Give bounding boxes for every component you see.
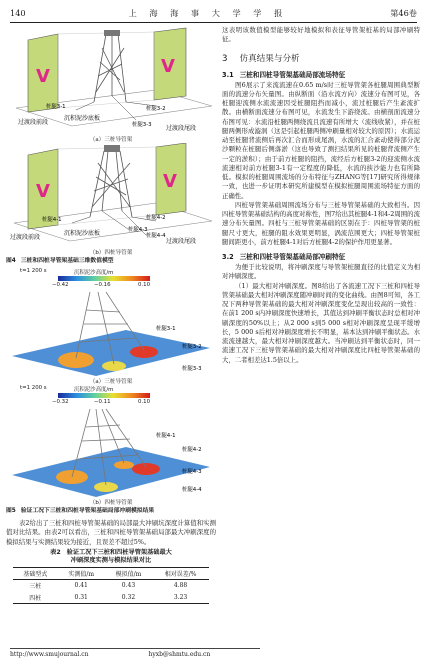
fig5b-label-3: 桩腿4-4 (182, 487, 202, 493)
table-cell: 0.43 (121, 582, 136, 590)
svg-text:V: V (161, 56, 175, 77)
fig5b-tick-2: 0.10 (138, 399, 151, 405)
fig5b-scour-image (6, 407, 216, 497)
fig5-caption-number: 图5 (6, 508, 16, 514)
table-header-cell: 模拟值/m (115, 570, 142, 578)
section-3-2-heading (222, 251, 420, 261)
paragraph-3-1-b: 四桩导管架基础周围流场分布与三桩导管架基础的大致相当。因四桩导管架基础结构的高度对称性，图7给出其桩腿4-1和4-2周围的流速分布矢量图。四桩与三桩导管架基础的区别在于：四桩导管架的桩腿尺寸更大，桩腿的阻水效果更明显，涡流范围更大；四桩导管架桩腿间距更小，前方桩腿4-1对后方桩腿4-2的保护作用更显著。 (222, 200, 420, 246)
fig5a-label-2: 桩腿3-3 (182, 366, 202, 372)
section-3-1-title: 三桩和四桩导管架基础局部流场特征 (239, 70, 346, 79)
table-header-cell: 实测值/m (68, 570, 95, 578)
fig5b-label-1: 桩腿4-2 (182, 447, 202, 453)
section-3-2-title: 三桩和四桩导管架基础局部冲刷特征 (239, 253, 346, 261)
fig5b-sublabel: （b）四桩导管架 (89, 500, 133, 506)
section-3-heading (222, 52, 420, 64)
section-3-title: 仿真结果与分析 (239, 53, 300, 64)
figure-4 (6, 26, 216, 265)
fig5-caption-text: 验证工况下三桩和四桩导管架基础局部冲刷模拟结果 (20, 508, 155, 514)
table2-title-line1: 验证工况下三桩和四桩导管架基础最大 (66, 548, 172, 556)
fig5a-colorbar (58, 276, 150, 281)
footer-rule (10, 648, 260, 649)
intro-paragraph: 这表明该数值模型能够较好地模拟和表征导管架桩基的局部冲刷特征。 (222, 26, 420, 44)
fig4a-label-4: 沉积泥沙底板 (64, 115, 101, 122)
page-header (10, 6, 417, 20)
fig4b-sublabel: （b）四桩导管架 (89, 250, 133, 256)
fig5b-label-2: 桩腿4-3 (182, 469, 202, 475)
table-cell: 四桩 (29, 594, 42, 602)
fig5a-label-1: 桩腿3-2 (182, 344, 202, 350)
table-header-cell: 基础型式 (23, 570, 48, 578)
fig4b-label-5: 沉积泥沙底板 (64, 230, 101, 237)
footer-email[interactable]: hyxb@shmtu.edu.cn (148, 651, 211, 658)
paragraph-3-2-b: （1）最大相对冲刷深度。图8给出了各流速工况下三桩和四桩导管架基础最大相对冲刷深度随冲刷时间的变化曲线。由图8可知，各工况下两种导管架基础的最大相对冲刷深度变化呈现出较高的一致性：在前1 200 s内冲刷深度快速增长，其值达到冲刷平衡状态时总相对冲刷深度的50%以上；从2 000 s到5 000 s相对冲刷深度呈现平缓增长，5 000 s后相对冲刷深度增长不明显，基本达到冲刷平衡状态。水流流速越大，最大相对冲刷深度越大。当冲刷达到平衡状态时，同一流速工况下三桩导管架基础的最大相对冲刷深度比四桩导管架基础的大，二者相差达1.5倍以上。 (222, 281, 420, 364)
right-column (222, 26, 420, 641)
section-3-1-heading (222, 69, 420, 79)
section-3-number: 3 (222, 53, 228, 64)
fig5a-panel (6, 268, 216, 376)
fig4-caption (6, 258, 216, 265)
table-cell: 0.41 (74, 582, 88, 590)
fig4b-model-image (6, 143, 216, 247)
table2-number: 表2 (50, 548, 61, 556)
fig5a-sublabel: （a）三桩导管架 (89, 379, 133, 385)
left-column (6, 26, 216, 641)
fig5a-label-0: 桩腿3-1 (156, 326, 176, 332)
fig4a-label-2: 桩腿3-3 (132, 122, 152, 128)
table-header-cell: 相对误差/% (164, 570, 197, 578)
table2-title-line2: 冲刷深度实测与模拟结果对比 (70, 556, 152, 564)
fig4b-label-1: 桩腿4-2 (146, 215, 166, 221)
header-rule (10, 22, 417, 23)
fig4b-label-3: 桩腿4-4 (146, 233, 166, 239)
fig4a-model-image (6, 26, 216, 134)
fig4a-label-5: 过渡段尾段 (166, 125, 197, 132)
table-cell: 三桩 (29, 583, 42, 591)
fig5b-label-0: 桩腿4-1 (156, 433, 176, 439)
table-row (13, 580, 209, 592)
fig5b-tick-0: −0.32 (52, 399, 69, 405)
svg-text:V: V (36, 66, 50, 87)
fig5a-scour-image (6, 290, 216, 376)
fig4b-label-6: 过渡段尾段 (166, 238, 197, 245)
page-number: 140 (10, 8, 26, 18)
fig4b-label-0: 桩腿4-1 (42, 217, 62, 223)
fig4a-sublabel: （a）三桩导管架 (89, 137, 133, 143)
svg-text:V: V (36, 181, 50, 202)
fig5a-bar-title: 沉积泥沙高度/m (74, 270, 114, 276)
paragraph-3-1-a: 图6展示了来流流速在0.65 m/s时三桩导管架各桩腿周围典型断面的流速分布矢量图。由纵断面（沿水流方向）流速分布图可见，各桩腿迎流侧水流流速因受桩腿阻挡而减小，流过桩腿后产生紊流扩散。由横断面流速分布图可见，水流发生下游绕流。由横剖面流速分布图可见：水流沿桩腿两侧绕流且流速有所增大（流线收紧），并在桩腿两侧形成漩涡（这是引起桩腿两侧冲刷量相对较大的原因）；水流运动至桩腿背流侧后再次汇合而形成尾涡，水流的汇合紊动使得部分泥沙颗粒在桩腿后侧落淤（这也导致了测扫结果所见的桩腿背流侧产生一定的淤积）；由于前方桩腿的阻挡，流经后方桩腿3-2的迎流侧水流流速相对前方桩腿3-1有一定程度的降低，水流的挟沙能力也有所降低。模拟的桩腿周围流场的分布特征与ZHANG等[17]研究所得规律一致，也进一步证明本研究所建模型在模拟桩腿周围流场特征方面的正确性。 (222, 80, 420, 200)
footer-url[interactable]: http://www.smujournal.cn (10, 651, 89, 658)
table-header-row (13, 567, 209, 579)
fig4-caption-text: 三桩和四桩导管架基础三维数值模型 (20, 258, 114, 264)
fig4a-label-3: 过渡段前段 (18, 119, 49, 126)
fig5b-tick-1: −0.11 (94, 399, 111, 405)
page-footer (10, 651, 417, 658)
fig5b-time: t=1 200 s (20, 385, 47, 391)
table2 (13, 567, 209, 604)
fig5b-bar-title: 沉积泥沙高度/m (74, 387, 114, 393)
left-paragraph: 表2给出了三桩和四桩导管架基础的局部最大冲刷坑深度计算值和实测值对比结果。由表2可以看出，三桩和四桩导管架基础局部最大冲刷深度的模拟结果与实测结果较为接近，且误差不超过5%。 (6, 519, 216, 546)
fig5a-time: t=1 200 s (20, 268, 47, 274)
table-cell: 0.32 (121, 593, 136, 601)
paragraph-3-2-a: 为便于比较说明，将冲刷深度与导管架桩腿直径的比值定义为相对冲刷深度。 (222, 263, 420, 281)
table-cell: 4.88 (173, 582, 188, 590)
fig4a-label-1: 桩腿3-2 (146, 106, 166, 112)
table-row (13, 592, 209, 604)
volume-label: 第46卷 (390, 7, 417, 18)
fig5a-tick-2: 0.10 (138, 282, 151, 288)
journal-title: 上 海 海 事 大 学 学 报 (128, 7, 288, 18)
svg-text:V: V (163, 171, 177, 192)
fig4b-label-4: 过渡段前段 (10, 234, 41, 241)
section-3-1-number: 3.1 (222, 70, 234, 79)
fig4b-label-2: 桩腿4-3 (128, 227, 148, 233)
fig5-caption (6, 508, 216, 515)
table-cell: 3.23 (173, 593, 188, 601)
fig5b-colorbar (58, 393, 150, 398)
fig5a-tick-1: −0.16 (94, 282, 111, 288)
table-cell: 0.31 (74, 593, 88, 601)
figure-5 (6, 268, 216, 515)
fig5b-panel (6, 385, 216, 497)
fig4-caption-number: 图4 (6, 258, 16, 264)
fig5a-tick-0: −0.42 (52, 282, 69, 288)
table2-title (6, 549, 216, 565)
fig4a-label-0: 桩腿3-1 (46, 104, 66, 110)
section-3-2-number: 3.2 (222, 253, 234, 261)
